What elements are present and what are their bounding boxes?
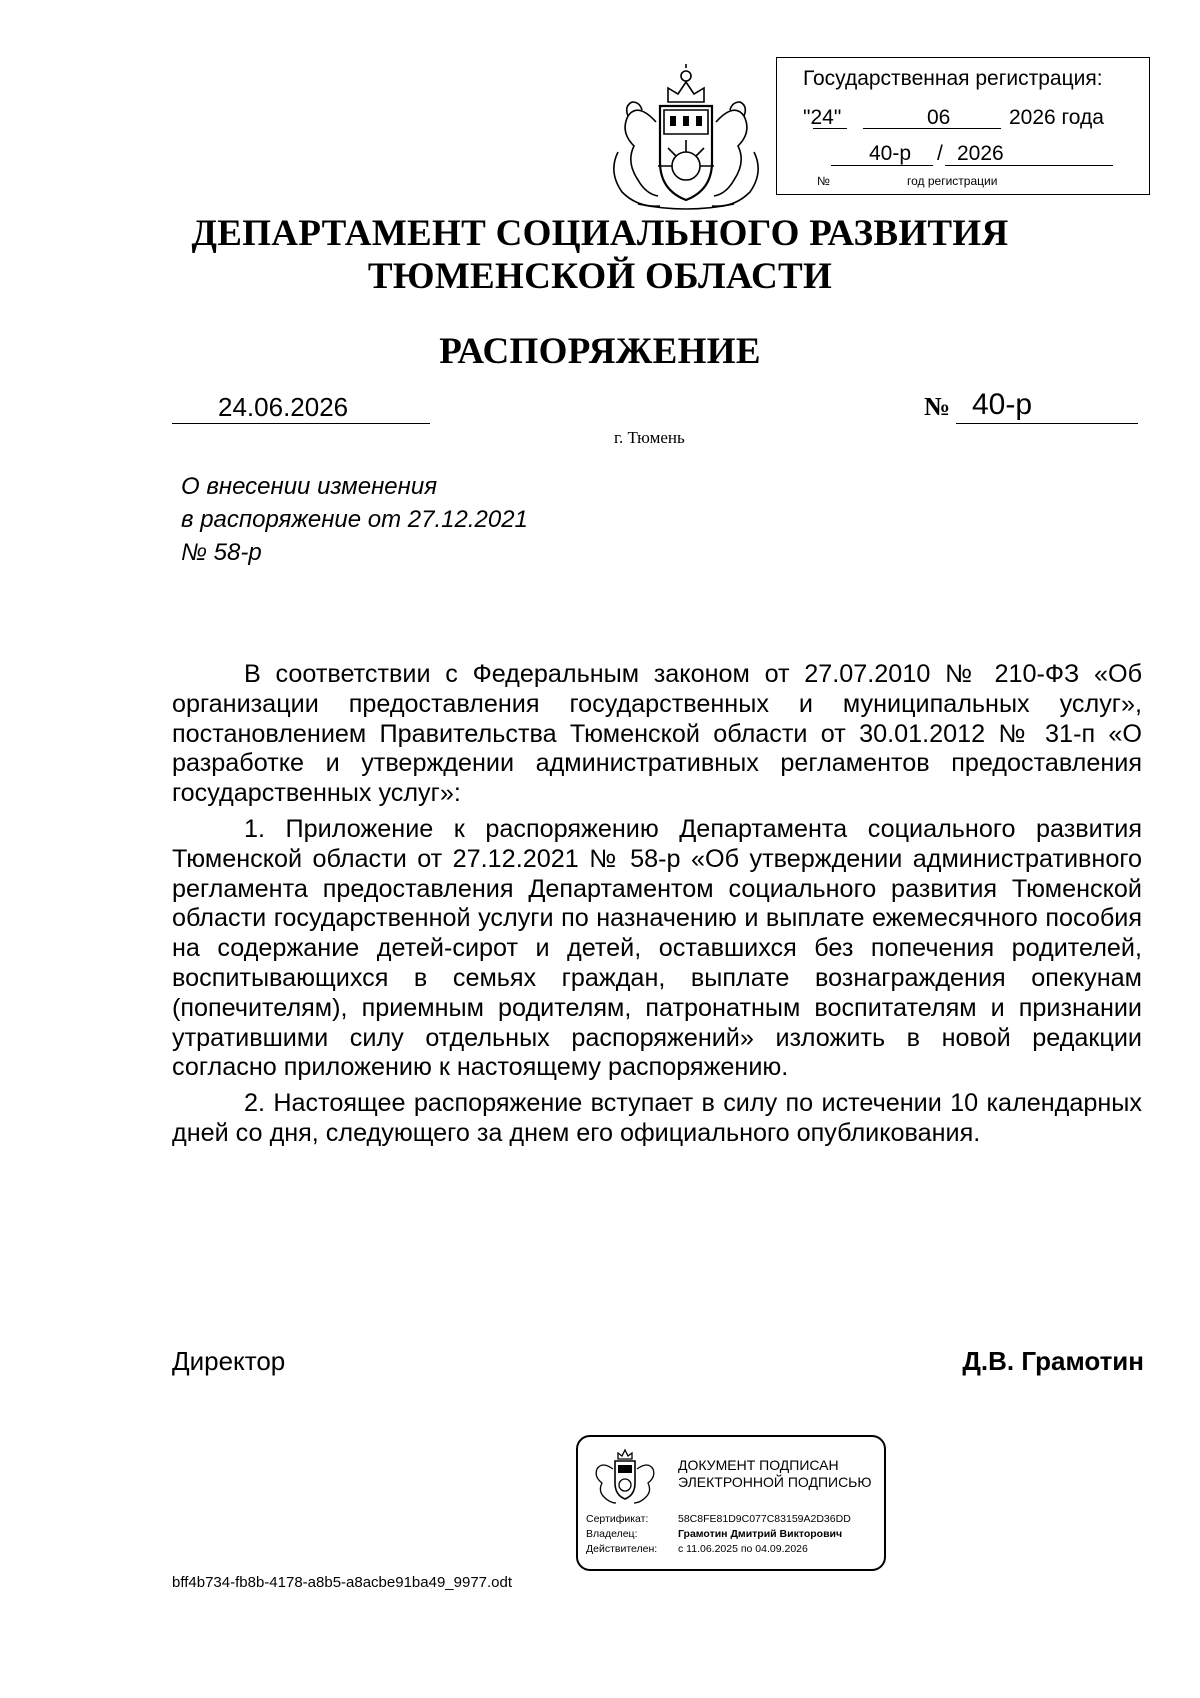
body-paragraph-item-2: 2. Настоящее распоряжение вступает в силу по истечении 10 календарных дней со дня, следующего за днем его официального опубликования. [172, 1089, 1142, 1147]
owner-value: Грамотин Дмитрий Викторович [678, 1528, 843, 1540]
registration-title: Государственная регистрация: [803, 67, 1103, 90]
certificate-value: 58C8FE81D9C077C83159A2D36DD [678, 1513, 851, 1525]
state-registration-box [776, 57, 1150, 195]
body-paragraph-preamble: В соответствии с Федеральным законом от 27.07.2010 № 210-ФЗ «Об организации предоставления государственных и муниципальных услуг», постановлением Правительства Тюменской области от 30.01.2012 № 31-п «О разработке и утверждении административных регламентов предоставления государственных услуг»: [172, 660, 1142, 808]
body-paragraph-item-1: 1. Приложение к распоряжению Департамента социального развития Тюменской области от 27.12.2021 № 58-р «Об утверждении административного регламента предоставления Департаментом социального развития Тюменской области государственной услуги по назначению и выплате ежемесячного пособия на содержание детей-сирот и детей, оставшихся без попечения родителей, воспитывающихся в семьях граждан, выплате вознаграждения опекунам (попечителям), приемным родителям, патронатным воспитателям и признании утратившими силу отдельных распоряжений» изложить в новой редакции согласно приложению к настоящему распоряжению. [172, 814, 1142, 1082]
stamp-coat-of-arms-emblem [588, 1445, 662, 1507]
electronic-signature-stamp [576, 1435, 886, 1571]
document-body [172, 660, 1142, 1155]
date-underline [172, 423, 430, 424]
coat-of-arms-emblem [598, 62, 774, 212]
registration-number: 40-р [869, 142, 912, 165]
registration-reg-year: 2026 [957, 142, 1004, 165]
document-date: 24.06.2026 [218, 392, 349, 422]
registration-day: "24" [803, 106, 842, 129]
stamp-header [678, 1457, 872, 1491]
registration-month: 06 [927, 106, 951, 129]
signatory-name: Д.В. Грамотин [962, 1346, 1144, 1376]
stamp-header-line: ЭЛЕКТРОННОЙ ПОДПИСЬЮ [678, 1474, 872, 1490]
document-type-title: РАСПОРЯЖЕНИЕ [439, 331, 761, 372]
registration-year-label: год регистрации [907, 174, 998, 188]
stamp-header-line: ДОКУМЕНТ ПОДПИСАН [678, 1457, 839, 1473]
owner-label: Владелец: [586, 1528, 638, 1540]
number-sign: № [924, 392, 951, 421]
city: г. Тюмень [614, 428, 685, 447]
department-title-line1: ДЕПАРТАМЕНТ СОЦИАЛЬНОГО РАЗВИТИЯ [191, 213, 1009, 254]
registration-slash: / [937, 142, 943, 165]
certificate-label: Сертификат: [586, 1513, 649, 1525]
document-number: 40-р [972, 388, 1033, 421]
subject-line: № 58-р [181, 539, 262, 566]
validity-label: Действителен: [586, 1543, 658, 1555]
department-title-line2: ТЮМЕНСКОЙ ОБЛАСТИ [367, 256, 833, 297]
subject-line: О внесении изменения [181, 473, 438, 500]
signatory-title: Директор [172, 1346, 286, 1376]
number-underline [956, 423, 1138, 424]
file-name: bff4b734-fb8b-4178-a8b5-a8acbe91ba49_9977.odt [172, 1574, 513, 1591]
subject-line: в распоряжение от 27.12.2021 [181, 506, 528, 533]
validity-value: с 11.06.2025 по 04.09.2026 [678, 1543, 808, 1555]
registration-number-label: № [817, 174, 830, 188]
document-subject [181, 470, 528, 569]
registration-year: 2026 года [1009, 106, 1104, 129]
